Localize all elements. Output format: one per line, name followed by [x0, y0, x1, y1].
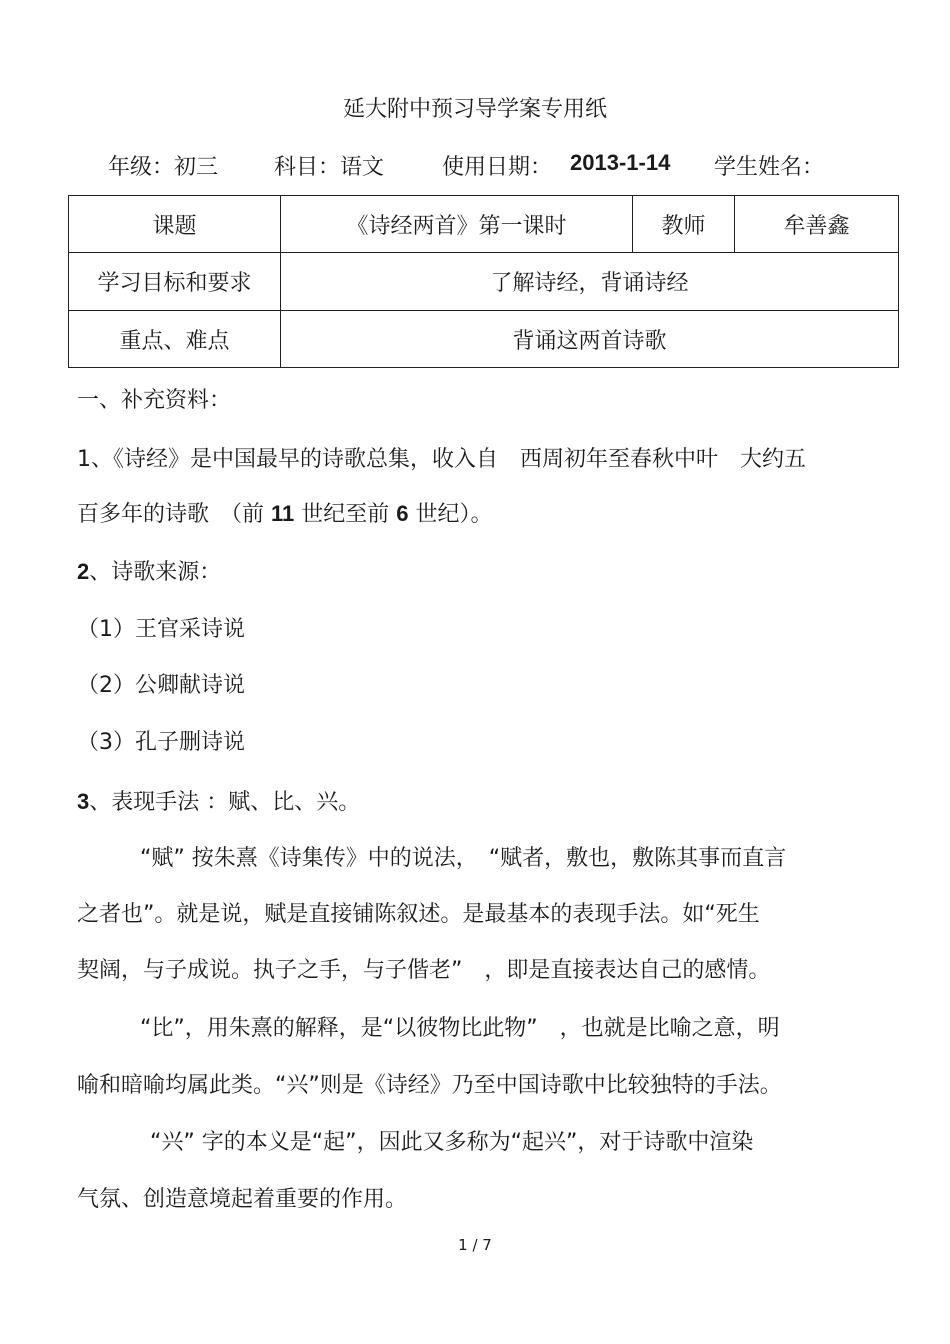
subject-label: 科目：语文 [274, 155, 385, 180]
fu-line-1: “赋” 按朱熹《诗集传》中的说法， “赋者，敷也，敷陈其事而直言 [140, 846, 787, 871]
table-row [69, 253, 899, 311]
date-value: 2013-1-14 [570, 150, 671, 175]
key-points-label: 重点、难点 [69, 311, 281, 368]
table-row [69, 311, 899, 368]
page-title: 延大附中预习导学案专用纸 [342, 97, 607, 122]
teacher-label: 教师 [633, 196, 735, 253]
source-item-1: （1）王官采诗说 [77, 617, 245, 642]
page-number: 1 / 7 [458, 1236, 492, 1254]
source-item-2: （2）公卿献诗说 [77, 673, 245, 698]
bi-line-1: “比”，用朱熹的解释，是“以彼物比此物” ，也就是比喻之意，明 [140, 1016, 780, 1041]
student-name-label: 学生姓名： [714, 155, 825, 180]
bi-line-2: 喻和暗喻均属此类。“兴”则是《诗经》乃至中国诗歌中比较独特的手法。 [77, 1073, 782, 1098]
key-points-value: 背诵这两首诗歌 [281, 311, 899, 368]
grade-label: 年级：初三 [108, 155, 219, 180]
section-heading: 一、补充资料： [77, 388, 232, 413]
topic-label: 课题 [69, 196, 281, 253]
table-row [69, 196, 899, 253]
fu-line-3: 契阔，与子成说。执子之手，与子偕老” ，即是直接表达自己的感情。 [77, 958, 771, 983]
date-label: 使用日期： [442, 155, 553, 180]
topic-value: 《诗经两首》第一课时 [281, 196, 633, 253]
paragraph-1-line-1: 1、《诗经》是中国最早的诗歌总集，收入自 西周初年至春秋中叶 大约五 [77, 447, 806, 472]
goals-value: 了解诗经，背诵诗经 [281, 253, 899, 311]
goals-label: 学习目标和要求 [69, 253, 281, 311]
fu-line-2: 之者也”。就是说，赋是直接铺陈叙述。是最基本的表现手法。如“死生 [77, 902, 760, 927]
lesson-info-table [68, 195, 899, 368]
teacher-value: 牟善鑫 [735, 196, 899, 253]
source-item-3: （3）孔子删诗说 [77, 730, 245, 755]
xing-line-1: “兴” 字的本义是“起”，因此又多称为“起兴”，对于诗歌中渲染 [150, 1130, 754, 1155]
paragraph-3-heading: 3、表现手法 ：赋、比、兴。 [77, 789, 361, 815]
xing-line-2: 气氛、创造意境起着重要的作用。 [77, 1187, 408, 1212]
paragraph-1-line-2: 百多年的诗歌 （前 11 世纪至前 6 世纪）。 [77, 501, 493, 527]
paragraph-2-heading: 2、诗歌来源： [77, 559, 222, 585]
